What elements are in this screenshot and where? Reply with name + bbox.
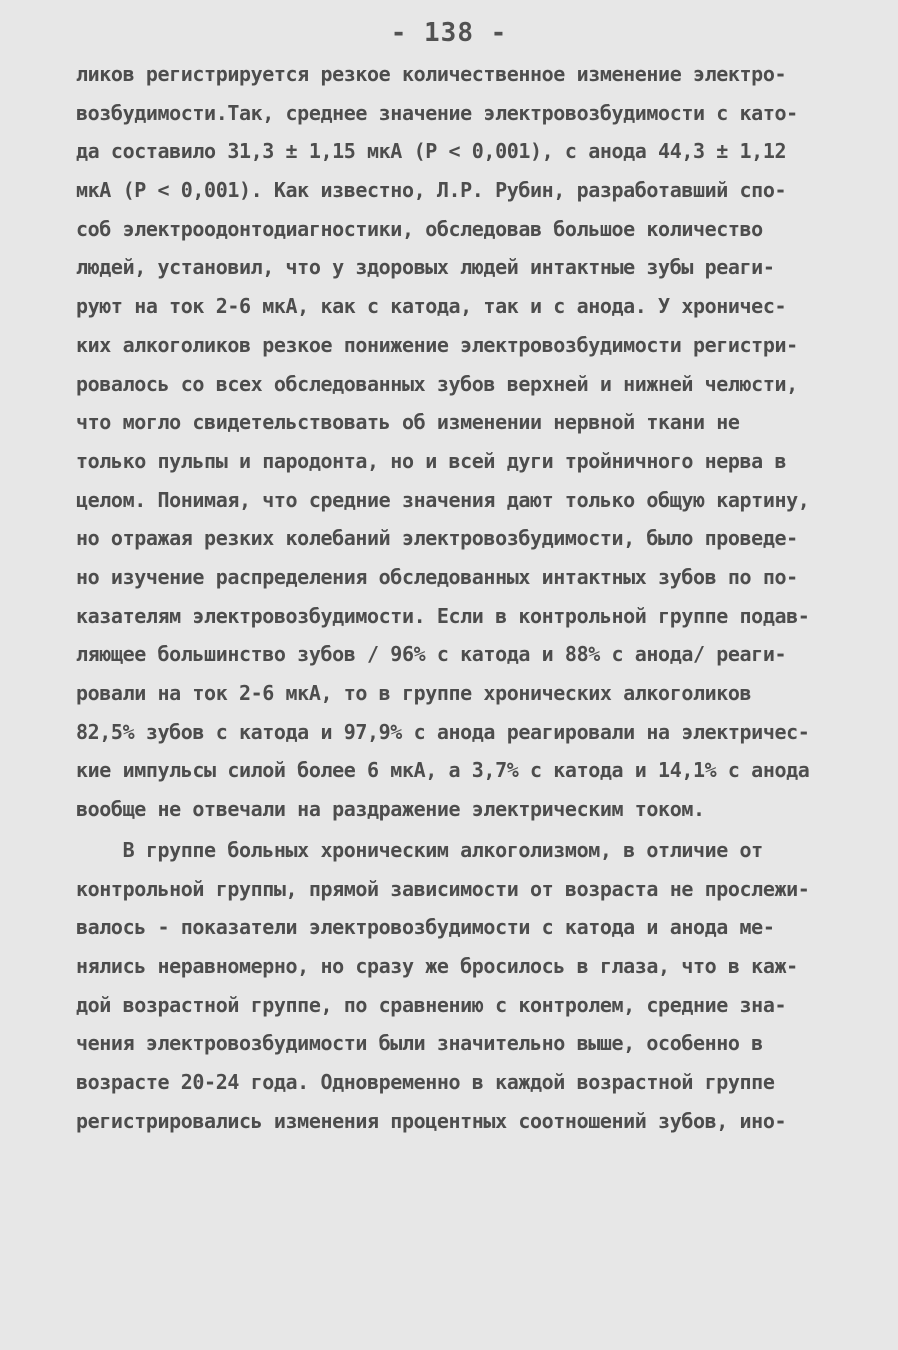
text-line: но отражая резких колебаний электровозбудимости, было проведе-	[76, 526, 798, 551]
text-line: контрольной группы, прямой зависимости от возраста не прослежи-	[76, 876, 810, 901]
text-line: ликов регистрируется резкое количественное изменение электро-	[76, 62, 787, 86]
text-line: руют на ток 2-6 мкА, как с катода, так и с анода. У хроничес-	[76, 294, 787, 319]
text-line: чения электровозбудимости были значительно выше, особенно в	[76, 1031, 763, 1056]
text-line: что могло свидетельствовать об изменении нервной ткани не	[76, 410, 740, 435]
text-line: мкА (P < 0,001). Как известно, Л.Р. Рубин, разработавший спо-	[76, 178, 787, 203]
text-line: целом. Понимая, что средние значения дают только общую картину,	[76, 487, 810, 512]
text-line: только пульпы и пародонта, но и всей дуги тройничного нерва в	[76, 448, 787, 473]
text-line: но изучение распределения обследованных интактных зубов по по-	[76, 564, 798, 589]
page-number: - 138 -	[390, 18, 508, 48]
text-line: возбудимости.Так, среднее значение электровозбудимости с като-	[76, 100, 798, 125]
text-line: возрасте 20-24 года. Одновременно в каждой возрастной группе	[76, 1070, 775, 1095]
text-line: ких алкоголиков резкое понижение электровозбудимости регистри-	[76, 332, 798, 357]
text-line: регистрировались изменения процентных соотношений зубов, ино-	[76, 1108, 787, 1133]
text-line: казателям электровозбудимости. Если в контрольной группе подав-	[76, 603, 810, 628]
paragraph-2	[76, 831, 828, 1141]
text-line: да составило 31,3 ± 1,15 мкА (P < 0,001), с анода 44,3 ± 1,12	[76, 139, 787, 164]
text-line: 82,5% зубов с катода и 97,9% с анода реагировали на электричес-	[76, 719, 810, 744]
text-line: валось - показатели электровозбудимости с катода и анода ме-	[76, 915, 775, 940]
text-line: В группе больных хроническим алкоголизмом, в отличие от	[76, 838, 763, 862]
text-line: ляющее большинство зубов / 96% с катода и 88% с анода/ реаги-	[76, 642, 787, 667]
text-line: вообще не отвечали на раздражение электрическим током.	[76, 797, 705, 822]
text-line: нялись неравномерно, но сразу же бросилось в глаза, что в каж-	[76, 954, 798, 979]
text-line: ровалось со всех обследованных зубов верхней и нижней челюсти,	[76, 371, 798, 396]
text-line: ровали на ток 2-6 мкА, то в группе хронических алкоголиков	[76, 681, 752, 705]
text-line: людей, установил, что у здоровых людей интактные зубы реаги-	[76, 255, 775, 280]
paragraph-1	[76, 55, 828, 829]
text-line: кие импульсы силой более 6 мкА, а 3,7% с катода и 14,1% с анода	[76, 758, 810, 783]
text-line: соб электроодонтодиагностики, обследовав большое количество	[76, 216, 763, 241]
text-line: дой возрастной группе, по сравнению с контролем, средние зна-	[76, 992, 787, 1017]
